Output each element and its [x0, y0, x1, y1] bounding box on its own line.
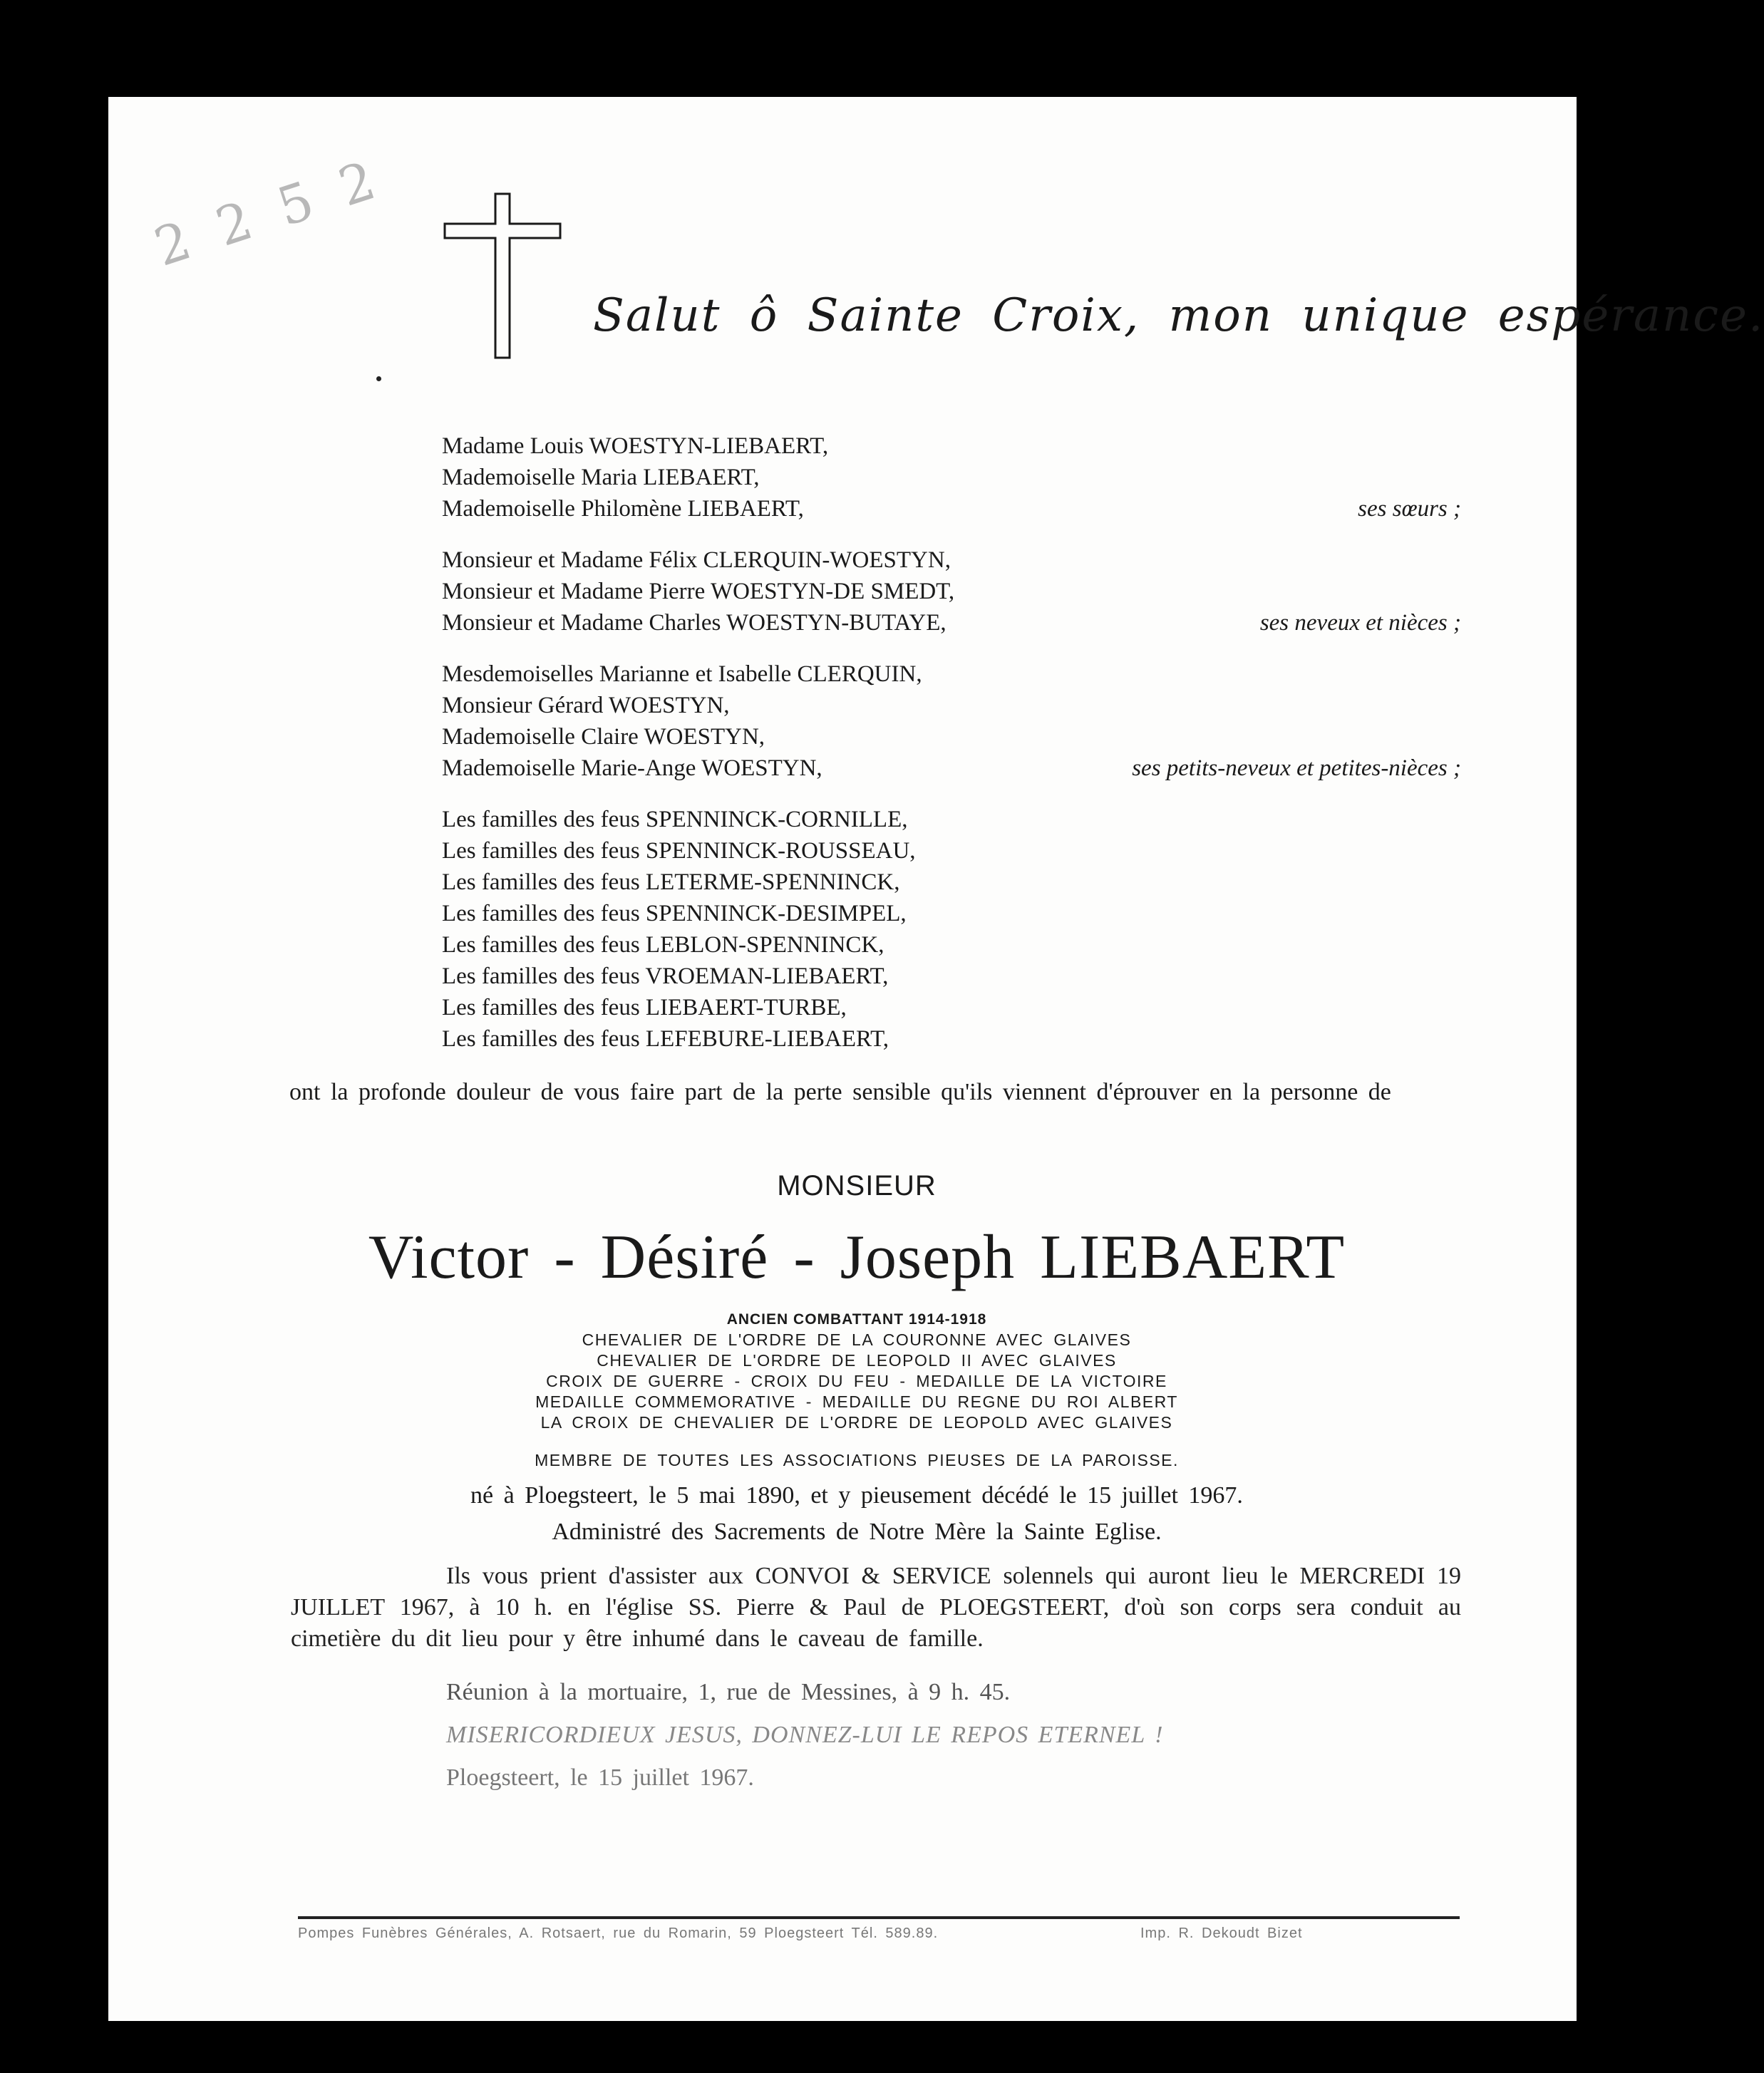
printer-credit: Imp. R. Dekoudt Bizet — [1140, 1925, 1303, 1941]
relation-label: ses neveux et nièces ; — [1259, 610, 1461, 636]
family-row: Mademoiselle Claire WOESTYN, — [442, 724, 765, 750]
place-date-line: Ploegsteert, le 15 juillet 1967. — [446, 1764, 754, 1791]
family-row: Les familles des feus LIEBAERT-TURBE, — [442, 995, 847, 1020]
family-row: Les familles des feus SPENNINCK-DESIMPEL, — [442, 901, 907, 926]
motto: Salut ô Sainte Croix, mon unique espérance. — [593, 289, 1764, 342]
pencil-annotation: 2 2 5 2 — [147, 148, 390, 279]
family-row: Les familles des feus LETERME-SPENNINCK, — [442, 869, 900, 895]
honor-line: CROIX DE GUERRE - CROIX DU FEU - MEDAILLE DE LA VICTOIRE — [546, 1372, 1167, 1390]
honor-line: CHEVALIER DE L'ORDRE DE LEOPOLD II AVEC GLAIVES — [597, 1351, 1117, 1370]
footer-divider — [298, 1916, 1460, 1919]
membership-line: MEMBRE DE TOUTES LES ASSOCIATIONS PIEUSES DE LA PAROISSE. — [535, 1451, 1179, 1469]
family-row: Mesdemoiselles Marianne et Isabelle CLERQUIN, — [442, 661, 922, 687]
relation-label: ses petits-neveux et petites-nièces ; — [1132, 755, 1461, 781]
honor-line: MEDAILLE COMMEMORATIVE - MEDAILLE DU REGNE DU ROI ALBERT — [535, 1392, 1178, 1411]
honor-line: CHEVALIER DE L'ORDRE DE LA COURONNE AVEC GLAIVES — [582, 1330, 1132, 1349]
birth-death-line: né à Ploegsteert, le 5 mai 1890, et y pieusement décédé le 15 juillet 1967. — [470, 1482, 1243, 1509]
family-group-grandnephews — [442, 658, 1461, 784]
veteran-title: ANCIEN COMBATTANT 1914-1918 — [726, 1311, 987, 1328]
family-group-nephews — [442, 544, 1461, 639]
family-row: Mademoiselle Philomène LIEBAERT, ses sœurs ; — [442, 493, 1461, 524]
family-row: Monsieur et Madame Pierre WOESTYN-DE SMEDT, — [442, 579, 955, 604]
family-row: Mademoiselle Marie-Ange WOESTYN, ses petits-neveux et petites-nièces ; — [442, 753, 1461, 784]
family-row: Les familles des feus SPENNINCK-CORNILLE, — [442, 807, 908, 832]
prayer-line: MISERICORDIEUX JESUS, DONNEZ-LUI LE REPOS ETERNEL ! — [446, 1722, 1164, 1748]
family-row: Madame Louis WOESTYN-LIEBAERT, — [442, 433, 829, 459]
family-group-sisters — [442, 430, 1461, 524]
deceased-name: Victor - Désiré - Joseph LIEBAERT — [368, 1223, 1346, 1292]
obituary-card — [108, 97, 1764, 2021]
family-row: Mademoiselle Maria LIEBAERT, — [442, 465, 760, 490]
service-paragraph: Ils vous prient d'assister aux CONVOI & SERVICE solennels qui auront lieu le MERCREDI 19 JUILLET 1967, à 10 h. en l'église SS. Pierre & Paul de PLOEGSTEERT, d'où son corps sera conduit au cimetière du dit lieu pour y être inhumé dans le caveau de famille. — [291, 1563, 1461, 1652]
sacraments-line: Administré des Sacrements de Notre Mère la Sainte Eglise. — [552, 1519, 1162, 1545]
family-row: Les familles des feus SPENNINCK-ROUSSEAU, — [442, 838, 916, 864]
family-row: Les familles des feus LEFEBURE-LIEBAERT, — [442, 1026, 889, 1052]
family-row: Les familles des feus LEBLON-SPENNINCK, — [442, 932, 884, 958]
honorific: MONSIEUR — [777, 1170, 937, 1201]
family-row: Monsieur et Madame Charles WOESTYN-BUTAYE, ses neveux et nièces ; — [442, 607, 1461, 639]
cross-icon — [442, 192, 563, 359]
honors-list — [251, 1330, 1463, 1433]
funeral-home-credit: Pompes Funèbres Générales, A. Rotsaert, rue du Romarin, 59 Ploegsteert Tél. 589.89. — [298, 1925, 939, 1941]
relation-label: ses sœurs ; — [1358, 496, 1461, 522]
ink-dot — [376, 376, 381, 381]
announcement-text: ont la profonde douleur de vous faire part de la perte sensible qu'ils viennent d'éprouver en la personne de — [289, 1079, 1391, 1105]
family-row: Monsieur et Madame Félix CLERQUIN-WOESTYN, — [442, 547, 951, 573]
family-row: Monsieur Gérard WOESTYN, — [442, 693, 730, 718]
family-row: Les familles des feus VROEMAN-LIEBAERT, — [442, 963, 889, 989]
honor-line: LA CROIX DE CHEVALIER DE L'ORDRE DE LEOPOLD AVEC GLAIVES — [540, 1413, 1173, 1432]
family-group-families — [442, 804, 1461, 1055]
reunion-line: Réunion à la mortuaire, 1, rue de Messines, à 9 h. 45. — [446, 1679, 1011, 1705]
